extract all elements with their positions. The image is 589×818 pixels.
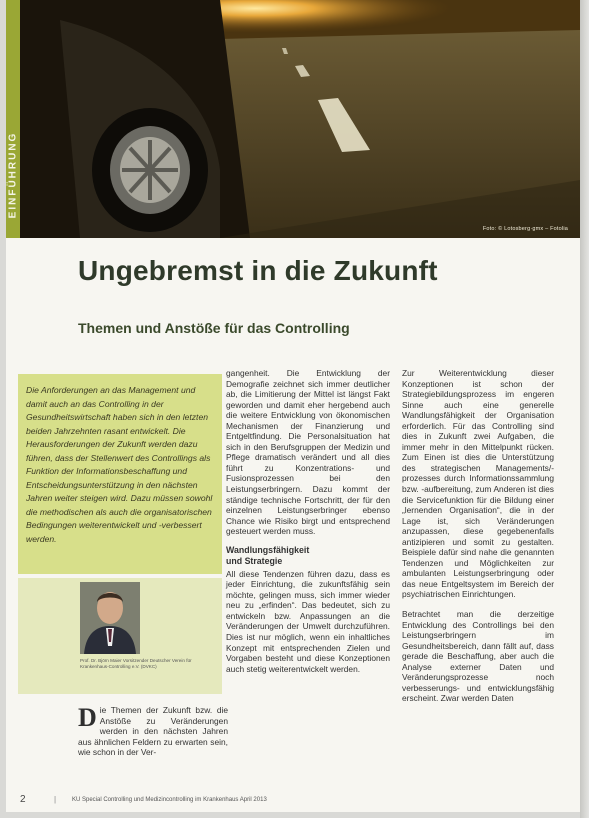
magazine-page [6, 0, 580, 812]
page-edge-shadow [580, 0, 589, 818]
section-heading-line-1: Wandlungsfähigkeit [226, 544, 310, 555]
section-heading [226, 545, 390, 567]
dropcap: D [78, 703, 97, 732]
publication-line: KU Special Controlling und Medizincontrolling im Krankenhaus April 2013 [72, 797, 267, 803]
author-box [18, 578, 222, 694]
intro-text: Die Anforderungen an das Management und damit auch an das Controlling in der Gesundheitswirtschaft haben sich in den letzten beiden Jahrzehnten rasant entwickelt. Die Herausforderungen der Zukunft werden dazu führen, dass der Stellenwert des Controllings als Funktion der Informationsbeschaffung und Entscheidungsunterstützung in den nächsten Jahren weiter steigen wird. Dazu müssen sowohl die methodischen als auch die organisatorischen Bedingungen weiterentwickelt und -verbessert werden. [26, 385, 213, 544]
text-column-2 [226, 368, 390, 674]
footer-separator: | [54, 795, 57, 804]
text-column-3 [402, 368, 554, 704]
text-column-1 [78, 705, 228, 758]
column-2-paragraph-1: gangenheit. Die Entwicklung der Demografie zeichnet sich immer deutlicher ab, die Limitierung der Mittel ist längst Fakt geworden und damit eher hergebend auch die weitere Entwicklung von ökonomischen Mechanismen der Finanzierung und Entgeltfindung. Die Personalsituation hat sich in den Berufsgruppen der Medizin und Pflege dramatisch verändert und all dies führt zu Konzentrations- und Fusionsprozessen bei den Leistungserbringern. Dazu kommt der ständige technische Fortschritt, der für den einzelnen Leistungserbringer ebenso Chance wie Risiko birgt und entsprechend gesteuert werden muss. [226, 368, 390, 537]
article-subtitle: Themen und Anstöße für das Controlling [78, 320, 350, 336]
author-caption: Prof. Dr. Björn Maier Vorsitzender Deutscher Verein für Krankenhaus-Controlling e.V. (DVKC) [80, 658, 192, 670]
page-footer [14, 794, 574, 808]
section-label-text: EINFÜHRUNG [7, 131, 19, 219]
column-2-paragraph-2: All diese Tendenzen führen dazu, dass es jeder Einrichtung, die zukunftsfähig sein möchte, gelingen muss, sich immer wieder neu zu „erfinden“. Das bedeutet, sich zu entwickeln bzw. Anpassungen an die Veränderungen der Umwelt durchzuführen. Dies ist nur möglich, wenn ein inhaltliches Konzept mit entsprechenden Zielen und Vorgaben besteht und diese Konzeptionen auch stetig weiterentwickelt werden. [226, 568, 390, 674]
hero-photo [20, 0, 580, 238]
author-portrait [80, 582, 140, 654]
column-3-paragraph-2: Betrachtet man die derzeitige Entwicklung des Controllings bei den Leistungserbringern im Gesundheitsbereich, dann fällt auf, dass gerade die Beschaffung, aber auch die Analyse externer Daten und Veränderungsprozesse noch verbesserungs- und entwicklungsfähig erscheint. Zwar werden Daten [402, 609, 554, 704]
page-number: 2 [20, 794, 26, 805]
hero-car-road-illustration [20, 0, 580, 238]
photo-credit: Foto: © Lotosberg·gmx – Fotolia [482, 226, 568, 232]
section-label [7, 120, 19, 230]
intro-box [18, 374, 222, 574]
section-heading-line-2: und Strategie [226, 555, 283, 566]
article-title: Ungebremst in die Zukunft [78, 255, 438, 286]
opening-text: ie Themen der Zukunft bzw. die Anstöße zu Veränderungen werden in den nächsten Jahren aus ähnlichen Feldern zu erwarten sein, wie schon in der Ver- [78, 705, 228, 758]
author-portrait-illustration [80, 582, 140, 654]
opening-paragraph [78, 705, 228, 758]
column-3-paragraph-1: Zur Weiterentwicklung dieser Konzeptionen ist schon der Strategiebildungsprozess im engeren Sinne auch eine generelle Wandlungsfähigkeit der Organisation erforderlich. Für das Controlling sind dies in Zukunft zwei Aufgaben, die immer mehr in den Mittelpunkt rücken. Zum Einen ist dies die Unterstützung des strategischen Managements/-prozesses durch Informationssammlung bzw. -aufbereitung, zum Anderen ist dies die Servicefunktion für die Bildung einer „lernenden Organisation“, die in der Lage ist, sich Veränderungen anzupassen, diese gegebenenfalls antizipieren und somit zu gestalten. Beispiele dafür sind nahe die genannten Tendenzen und Möglichkeiten zur ambulanten Leistungserbringung oder das neue Entgeltsystem im Bereich der psychiatrischen Einrichtungen. [402, 368, 554, 600]
